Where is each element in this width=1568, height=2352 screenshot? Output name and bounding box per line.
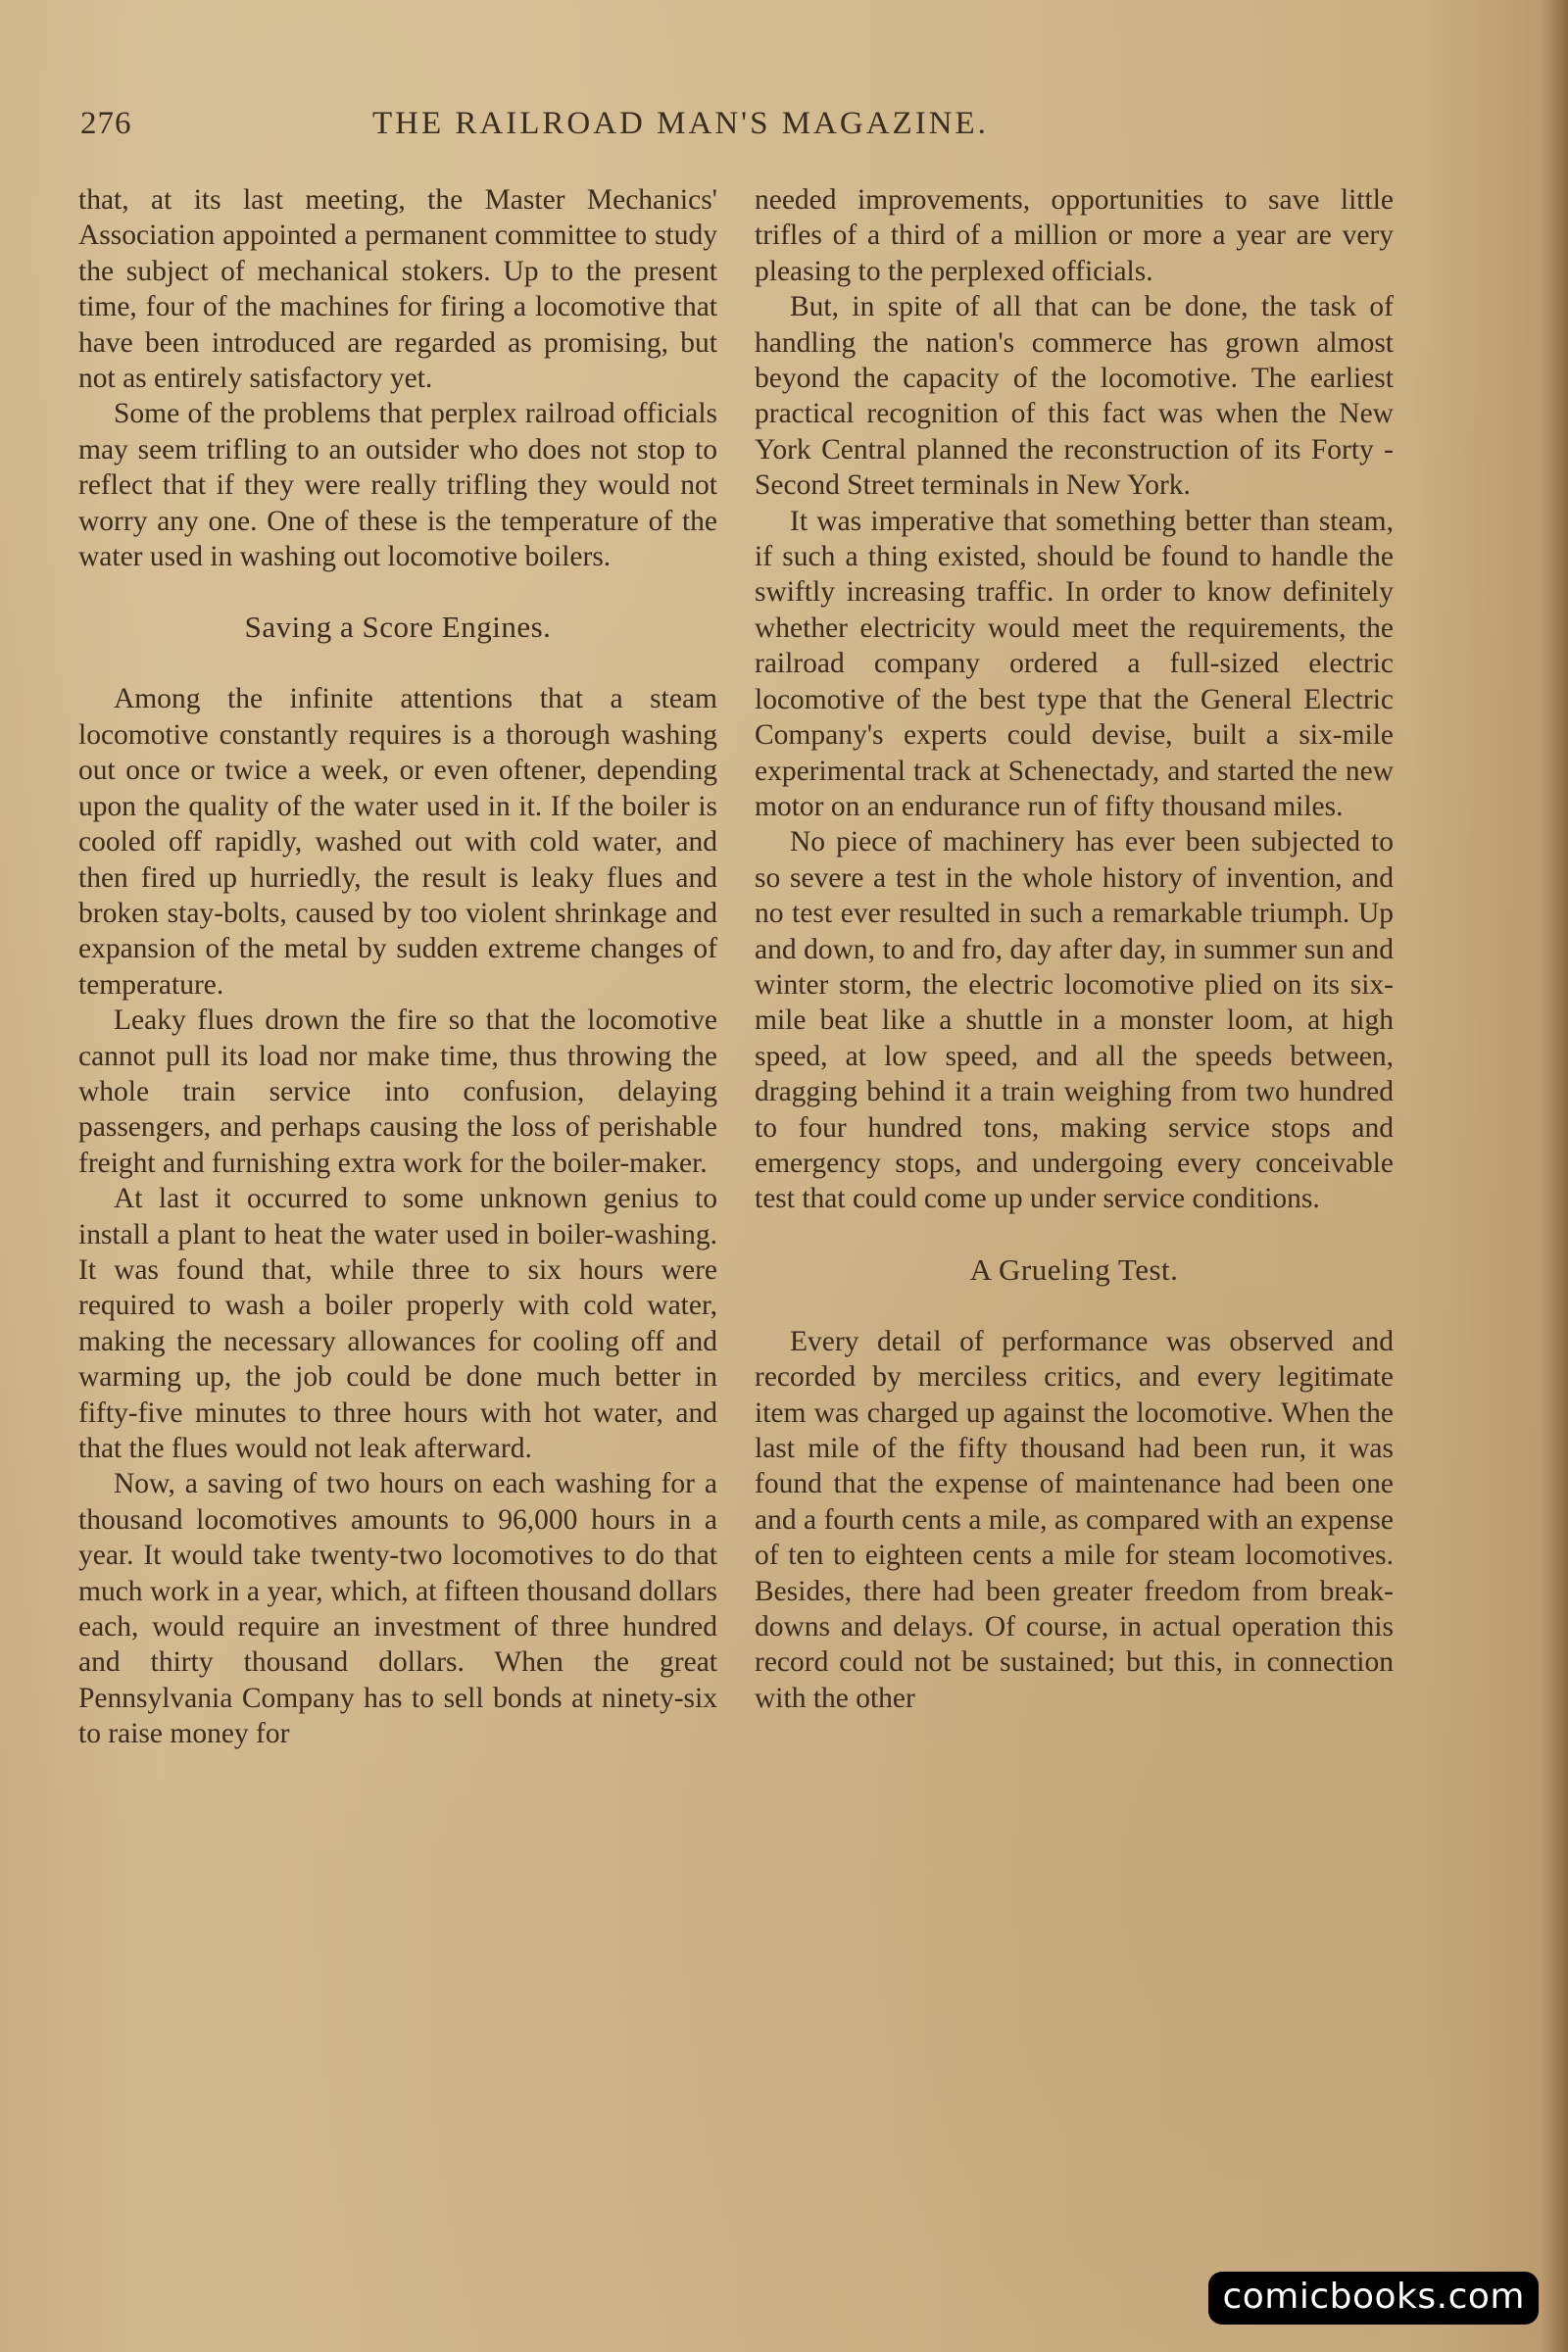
right-column	[755, 182, 1394, 1716]
paragraph: But, in spite of all that can be done, the task of handling the nation's commerce has grown almost beyond the capacity of the locomotive. The earliest practical recognition of this fact was when the New York Central planned the reconstruction of its Forty - Second Street terminals in New York.	[755, 291, 1394, 502]
watermark-badge: comicbooks.com	[1208, 2272, 1539, 2325]
paragraph: needed improvements, opportunities to save little trifles of a third of a million or more a year are very pleasing to the perplexed officials.	[755, 184, 1394, 287]
paragraph: At last it occurred to some unknown genius to install a plant to heat the water used in boiler-washing. It was found that, while three to six hours were required to wash a boiler properly with cold water, making the necessary allowances for cooling off and warming up, the job could be done much better in fifty-five minutes to three hours with hot water, and that the flues would not leak afterward.	[78, 1183, 717, 1464]
section-heading: Saving a Score Engines.	[244, 610, 552, 645]
paragraph: Leaky flues drown the fire so that the locomotive cannot pull its load nor make time, thus throwing the whole train service into confusion, delaying passengers, and perhaps causing the loss of perishable freight and furnishing extra work for the boiler-maker.	[78, 1004, 717, 1179]
paragraph: Now, a saving of two hours on each washing for a thousand locomotives amounts to 96,000 hours in a year. It would take twenty-two locomotives to do that much work in a year, which, at fifteen thousand dollars each, would require an investment of three hundred and thirty thousand dollars. When the great Pennsylvania Company has to sell bonds at ninety-six to raise money for	[78, 1468, 717, 1750]
section-heading: A Grueling Test.	[969, 1251, 1179, 1287]
paragraph: that, at its last meeting, the Master Mechanics' Association appointed a permanent committee to study the subject of mechanical stokers. Up to the present time, four of the machines for firing a locomotive that have been introduced are regarded as promising, but not as entirely satisfactory yet.	[78, 184, 717, 395]
running-head-title: THE RAILROAD MAN'S MAGAZINE.	[372, 106, 989, 141]
page-edge-shadow	[1541, 0, 1568, 2352]
paragraph: Some of the problems that perplex railroad officials may seem trifling to an outsider who does not stop to reflect that if they were really trifling they would not worry any one. One of these is the temperature of the water used in washing out locomotive boilers.	[78, 398, 717, 573]
paragraph: Every detail of performance was observed and recorded by merciless critics, and every legitimate item was charged up against the locomotive. When the last mile of the fifty thousand had been run, it was found that the expense of maintenance had been one and a fourth cents a mile, as compared with an expense of ten to eighteen cents a mile for steam locomotives. Besides, there had been greater freedom from break-downs and delays. Of course, in actual operation this record could not be sustained; but this, in connection with the other	[755, 1325, 1394, 1714]
paragraph: It was imperative that something better than steam, if such a thing existed, should be found to handle the swiftly increasing traffic. In order to know definitely whether electricity would meet the requirements, the railroad company ordered a full-sized electric locomotive of the best type that the General Electric Company's experts could devise, built a six-mile experimental track at Schenectady, and started the new motor on an endurance run of fifty thousand miles.	[755, 505, 1394, 822]
page-header	[80, 106, 1096, 151]
paragraph: No piece of machinery has ever been subjected to so severe a test in the whole history of invention, and no test ever resulted in such a remarkable triumph. Up and down, to and fro, day after day, in summer sun and winter storm, the electric locomotive plied on its six-mile beat like a shuttle in a monster loom, at high speed, at low speed, and all the speeds between, dragging behind it a train weighing from two hundred to four hundred tons, making service stops and emergency stops, and undergoing every conceivable test that could come up under service conditions.	[755, 826, 1394, 1215]
paragraph: Among the infinite attentions that a steam locomotive constantly requires is a thorough washing out once or twice a week, or even oftener, depending upon the quality of the water used in it. If the boiler is cooled off rapidly, washed out with cold water, and then fired up hurriedly, the result is leaky flues and broken stay-bolts, caused by too violent shrinkage and expansion of the metal by sudden extreme changes of temperature.	[78, 683, 717, 1001]
left-column	[78, 182, 717, 1752]
page-number: 276	[80, 106, 132, 141]
